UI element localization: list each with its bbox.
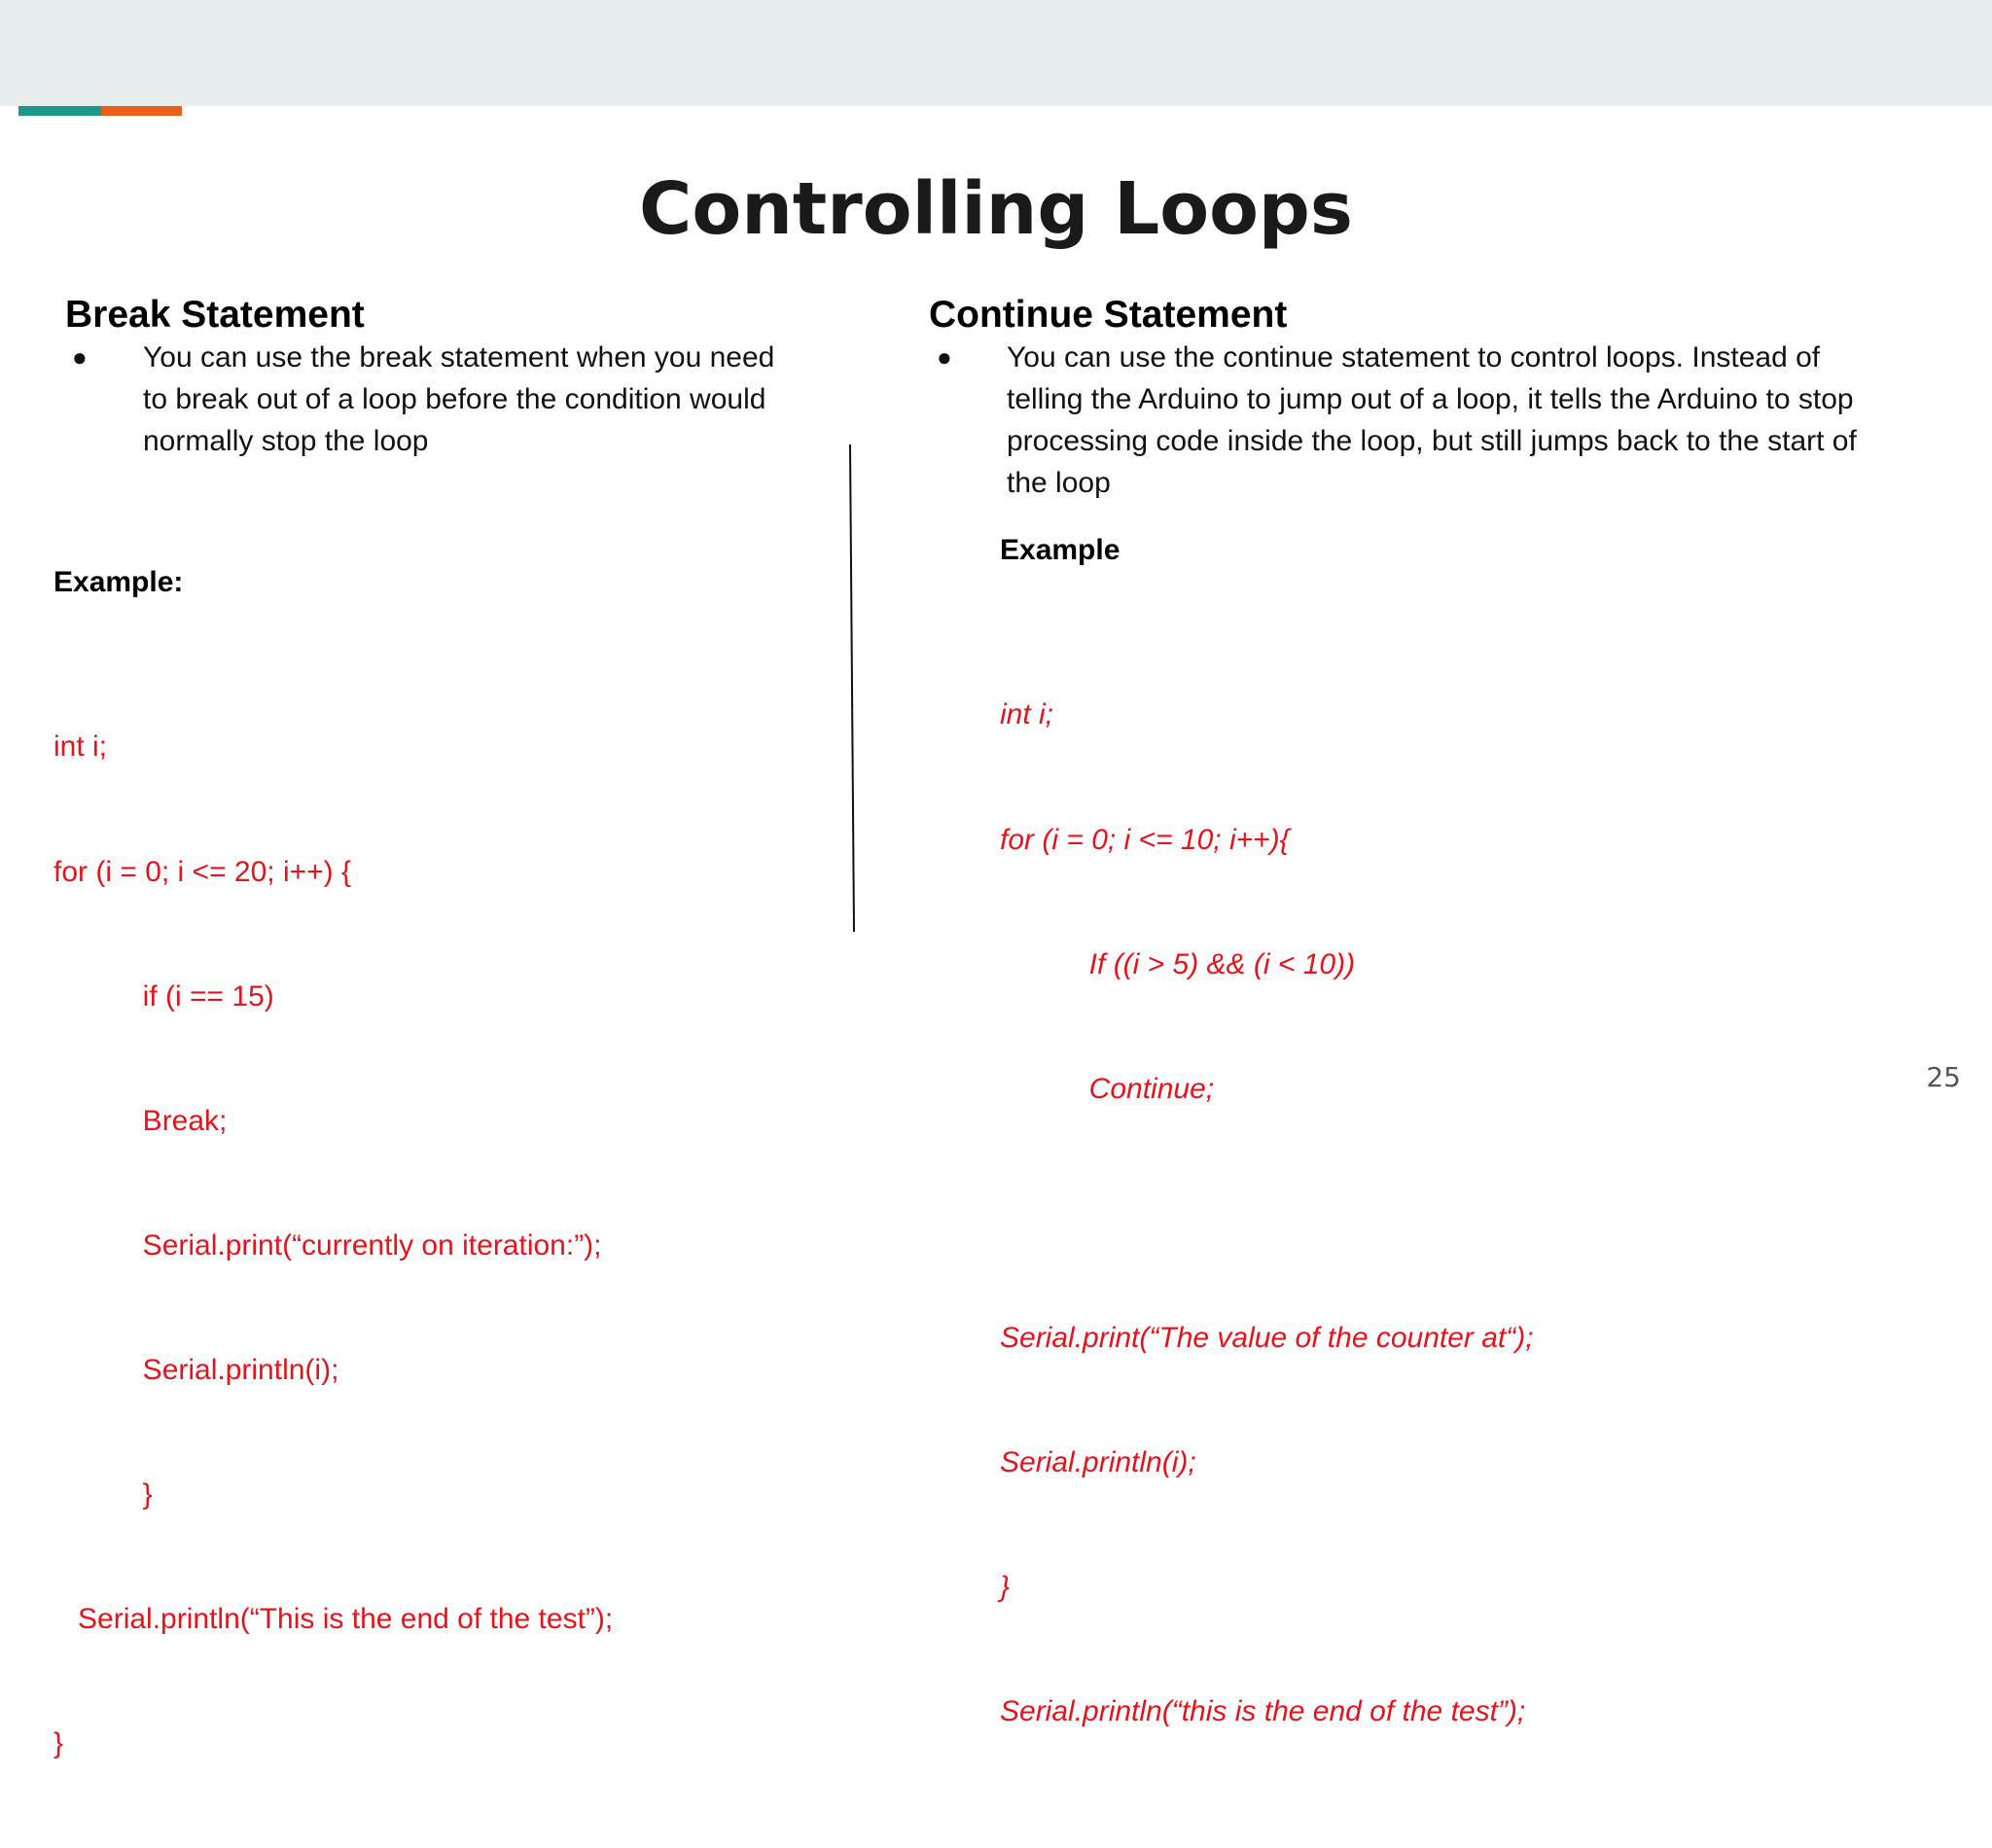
- code-line: If ((i > 5) && (i < 10)): [1000, 947, 1356, 980]
- bullet-icon: ●: [72, 342, 88, 372]
- code-line: Serial.println(“This is the end of the test”);: [53, 1603, 614, 1636]
- code-line: if (i == 15): [53, 979, 274, 1013]
- code-line: for (i = 0; i <= 20; i++) {: [53, 855, 352, 888]
- code-line: Serial.println(i);: [53, 1353, 339, 1386]
- break-bullet-line: normally stop the loop: [143, 425, 429, 457]
- continue-code-block: [1000, 612, 1534, 1816]
- code-line: for (i = 0; i <= 10; i++){: [1000, 823, 1290, 856]
- code-line: }: [53, 1477, 153, 1510]
- continue-example-label: Example: [1000, 534, 1120, 566]
- page-number: 25: [1926, 1061, 1961, 1093]
- continue-bullet-line: telling the Arduino to jump out of a loop, it tells the Arduino to stop: [1007, 383, 1854, 415]
- code-line: }: [1000, 1571, 1011, 1604]
- break-example-label: Example:: [53, 566, 184, 598]
- code-line: }: [53, 1727, 64, 1760]
- continue-bullet-text: [1007, 337, 1857, 504]
- code-line: Serial.print(“The value of the counter at“);: [1000, 1321, 1534, 1354]
- code-line: Serial.println(i);: [1000, 1445, 1196, 1478]
- continue-bullet-line: the loop: [1007, 467, 1111, 499]
- slide-title: Controlling Loops: [639, 167, 1353, 251]
- code-line: Break;: [53, 1104, 228, 1137]
- break-statement-heading: Break Statement: [65, 294, 365, 336]
- continue-statement-heading: Continue Statement: [929, 294, 1288, 336]
- code-line: int i;: [53, 730, 108, 764]
- code-line: int i;: [1000, 698, 1054, 731]
- break-bullet-line: You can use the break statement when you need: [143, 341, 775, 373]
- continue-bullet-line: processing code inside the loop, but still jumps back to the start of: [1007, 425, 1857, 457]
- continue-bullet-line: You can use the continue statement to control loops. Instead of: [1007, 341, 1821, 373]
- continue-bullet: [937, 337, 1968, 512]
- code-line: [1000, 1193, 1534, 1235]
- break-bullet-line: to break out of a loop before the condition would: [143, 383, 766, 415]
- code-line: Continue;: [1000, 1072, 1215, 1105]
- code-line: Serial.print(“currently on iteration:”);: [53, 1228, 602, 1262]
- code-line: Serial.println(“this is the end of the test”);: [1000, 1695, 1526, 1728]
- bullet-icon: ●: [937, 342, 952, 372]
